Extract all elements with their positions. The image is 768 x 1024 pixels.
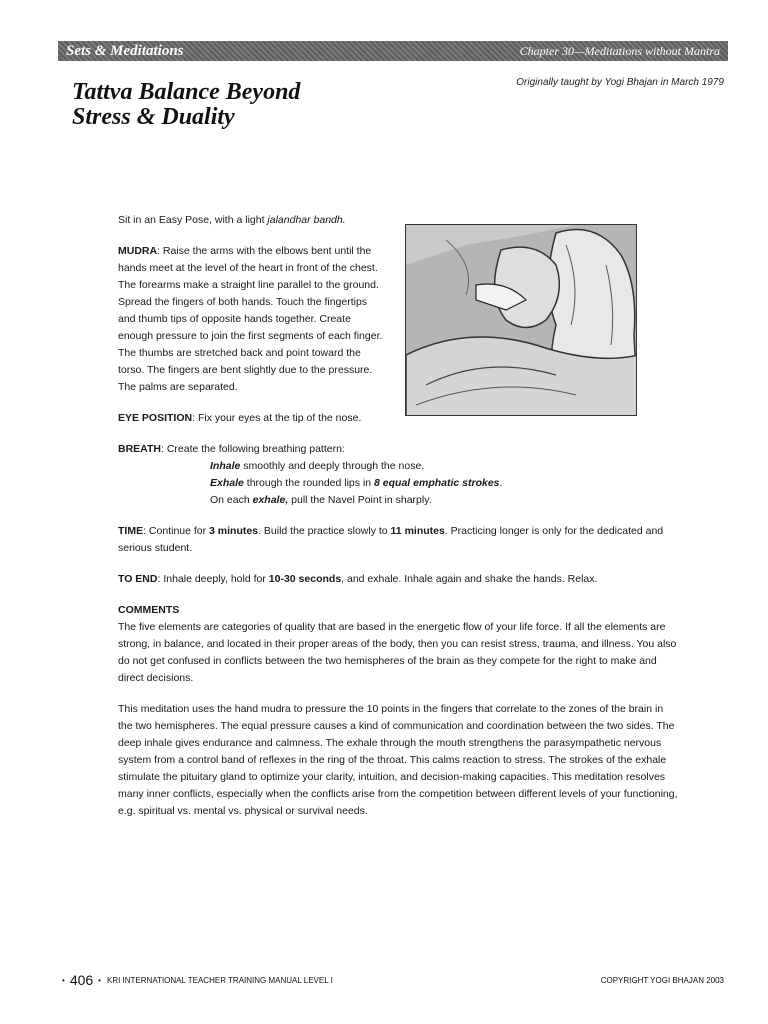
section-label: Sets & Meditations: [66, 42, 184, 59]
mudra-label: MUDRA: [118, 245, 158, 257]
to-end-paragraph: [118, 571, 678, 588]
time-text-3: . Practicing longer is only for the dedicated and serious student.: [118, 525, 664, 554]
eye-position-label: EYE POSITION: [118, 412, 193, 424]
inhale-emphasis: Inhale: [210, 460, 241, 472]
breath-line-inhale: [118, 458, 678, 475]
comments-section: [118, 602, 678, 820]
to-end-text-1: : Inhale deeply, hold for: [157, 573, 269, 585]
intro-text: Sit in an Easy Pose, with a light: [118, 214, 268, 226]
time-duration-min: 3 minutes: [209, 525, 259, 537]
page-title: [72, 80, 402, 130]
exhale-strokes-emphasis: 8 equal emphatic strokes: [374, 477, 500, 489]
title-line-2: Stress & Duality: [72, 104, 235, 130]
breath-label: BREATH: [118, 443, 161, 455]
navel-text: pull the Navel Point in sharply.: [288, 494, 432, 506]
eye-position-paragraph: [118, 410, 678, 427]
comments-paragraph-2: This meditation uses the hand mudra to pressure the 10 points in the fingers that correlate to the zones of the brain in the two hemispheres. The equal pressure causes a kind of communication and coordination between the two sides. The deep inhale gives endurance and calmness. The exhale through the mouth strengthens the parasympathetic nervous system from a control band of reflexes in the ring of the throat. This calms reaction to stress. The strokes of the exhale stimulate the pituitary gland to optimize your clarity, intuition, and decision-making capacities. This meditation resolves many inner conflicts, especially when the conflicts arise from the competition between different levels of your functioning, e.g. spiritual vs. mental vs. physical or survival needs.: [118, 703, 678, 817]
to-end-label: TO END: [118, 573, 158, 585]
intro-emphasis: jalandhar bandh.: [267, 214, 346, 226]
mudra-paragraph: [118, 243, 386, 396]
navel-pre: On each: [210, 494, 253, 506]
manual-title: KRI INTERNATIONAL TEACHER TRAINING MANUAL LEVEL I: [106, 975, 333, 985]
comments-paragraph-1: The five elements are categories of quality that are based in the energetic flow of your life force. If all the elements are strong, in balance, and located in their proper areas of the body, then you can resist stress, trauma, and illness. You also do not get confused in conflicts between the two hemispheres of the brain as they compete for the right to make and direct decisions.: [118, 621, 677, 684]
chapter-header-bar: [58, 41, 728, 61]
time-text-2: . Build the practice slowly to: [258, 525, 391, 537]
breath-line-exhale: [118, 475, 678, 492]
mudra-text: : Raise the arms with the elbows bent until the hands meet at the level of the heart in front of the chest. The forearms make a straight line parallel to the ground. Spread the fingers of both hands. Touch the fingertips and thumb tips of opposite hands together. Create enough pressure to join the first segments of each finger. The thumbs are stretched back and point toward the torso. The fingers are bent slightly due to the pressure. The palms are separated.: [118, 245, 383, 393]
exhale-emphasis: Exhale: [210, 477, 244, 489]
copyright-notice: COPYRIGHT YOGI BHAJAN 2003: [600, 975, 724, 985]
eye-position-text: : Fix your eyes at the tip of the nose.: [192, 412, 362, 424]
footer-left: [62, 972, 333, 988]
footer-bullet-2: •: [98, 975, 101, 985]
navel-exhale-emphasis: exhale,: [252, 494, 289, 506]
instructions-body: [118, 212, 678, 834]
breath-line-navel: [118, 492, 678, 509]
to-end-text-2: , and exhale. Inhale again and shake the hands. Relax.: [341, 573, 598, 585]
footer-bullet-1: •: [62, 975, 65, 985]
taught-credit: Originally taught by Yogi Bhajan in March 1979: [516, 77, 724, 88]
breath-intro: [118, 441, 678, 458]
inhale-text: smoothly and deeply through the nose.: [240, 460, 425, 472]
page-footer: [62, 972, 724, 988]
time-label: TIME: [118, 525, 144, 537]
comments-heading: COMMENTS: [118, 604, 180, 616]
exhale-end: .: [499, 477, 503, 489]
chapter-label: Chapter 30—Meditations without Mantra: [519, 43, 720, 58]
title-line-1: Tattva Balance Beyond: [72, 79, 301, 105]
page-number: 406: [69, 972, 94, 988]
exhale-text: through the rounded lips in: [243, 477, 375, 489]
breath-text: : Create the following breathing pattern:: [160, 443, 345, 455]
to-end-duration: 10-30 seconds: [268, 573, 342, 585]
intro-paragraph: [118, 212, 678, 229]
time-text-1: : Continue for: [143, 525, 210, 537]
time-paragraph: [118, 523, 678, 557]
time-duration-max: 11 minutes: [390, 525, 445, 537]
breath-section: [118, 441, 678, 509]
